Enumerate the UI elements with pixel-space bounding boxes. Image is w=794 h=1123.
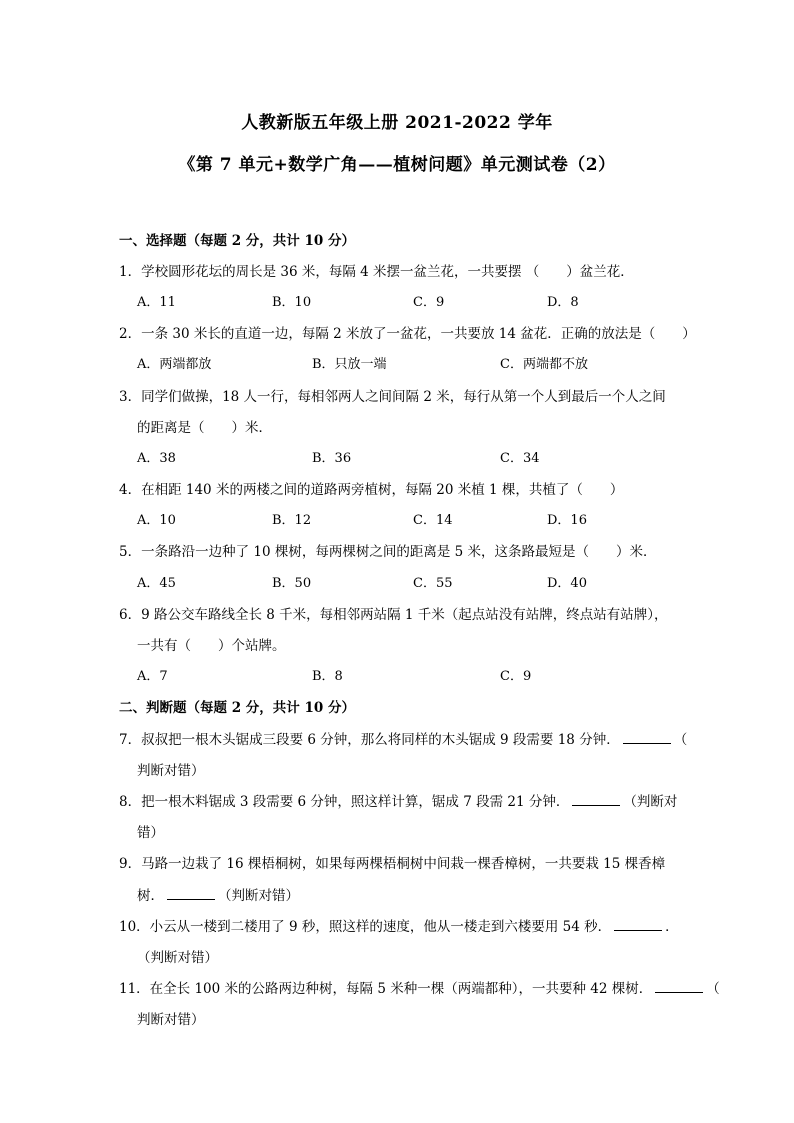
question-6-option-a: A．7: [137, 669, 168, 684]
question-5-option-d: D．40: [547, 576, 587, 591]
question-8-line: [119, 790, 677, 810]
question-3-option-c: C．34: [500, 451, 540, 466]
question-11-text-cont: 判断对错）: [137, 1012, 205, 1028]
question-7-text-cont: 判断对错）: [137, 763, 205, 779]
question-10-text-after: ．: [665, 919, 679, 935]
question-7-text: 7．叔叔把一根木头锯成三段要 6 分钟，那么将同样的木头锯成 9 段需要 18 分钟．: [119, 732, 620, 748]
question-1-option-b: B．10: [272, 295, 312, 310]
question-2-option-c: C．两端都不放: [500, 357, 588, 372]
question-7-text-after: （: [673, 732, 688, 748]
question-7-answer-blank[interactable]: [623, 731, 671, 744]
question-11-text: 11．在全长 100 米的公路两边种树，每隔 5 米种一棵（两端都种），一共要种 42 棵树．: [119, 981, 653, 997]
question-9-answer-blank[interactable]: [167, 887, 215, 900]
question-5-text: 5．一条路沿一边种了 10 棵树，每两棵树之间的距离是 5 米，这条路最短是（ ）米．: [119, 544, 657, 560]
question-4-option-d: D．16: [547, 513, 587, 528]
question-6-option-c: C．9: [500, 669, 532, 684]
question-9-text: 9．马路一边栽了 16 棵梧桐树，如果每两棵梧桐树中间栽一棵香樟树，一共要栽 15 棵香樟: [119, 856, 666, 872]
question-9-line-cont: [137, 884, 299, 904]
question-10-answer-blank[interactable]: [614, 918, 662, 931]
section-heading-judgement: 二、判断题（每题 2 分，共计 10 分）: [119, 700, 355, 716]
section-heading-choice: 一、选择题（每题 2 分，共计 10 分）: [119, 233, 355, 249]
question-11-answer-blank[interactable]: [655, 980, 703, 993]
question-2-option-b: B．只放一端: [312, 357, 387, 372]
question-11-line: [119, 977, 720, 997]
exam-title-line1: 人教新版五年级上册 2021-2022 学年: [241, 113, 553, 133]
exam-title-line2: 《第 7 单元+数学广角——植树问题》单元测试卷（2）: [178, 155, 616, 175]
question-11-text-after: （: [706, 981, 720, 997]
question-1-text: 1．学校圆形花坛的周长是 36 米，每隔 4 米摆一盆兰花，一共要摆 （ ）盆兰花．: [119, 264, 634, 280]
question-6-text-cont: 一共有（ ）个站牌。: [137, 638, 286, 654]
question-7-line: [119, 728, 687, 748]
question-4-text: 4．在相距 140 米的两楼之间的道路两旁植树，每隔 20 米植 1 棵，共植了（ ）: [119, 482, 624, 498]
question-3-option-b: B．36: [312, 451, 352, 466]
question-10-line: [119, 915, 679, 935]
question-5-option-b: B．50: [272, 576, 312, 591]
question-5-option-c: C．55: [413, 576, 453, 591]
question-8-text: 8．把一根木料锯成 3 段需要 6 分钟，照这样计算，锯成 7 段需 21 分钟．: [119, 794, 570, 810]
question-9-cont-before: 树．: [137, 888, 164, 904]
question-8-text-after: （判断对: [623, 794, 678, 810]
question-1-option-c: C．9: [413, 295, 445, 310]
question-4-option-a: A．10: [137, 513, 176, 528]
question-6-option-b: B．8: [312, 669, 343, 684]
question-2-option-a: A．两端都放: [137, 357, 212, 372]
question-9-cont-after: （判断对错）: [218, 888, 299, 904]
question-10-text: 10．小云从一楼到二楼用了 9 秒，照这样的速度，他从一楼走到六楼要用 54 秒．: [119, 919, 612, 935]
question-8-text-cont: 错）: [137, 825, 164, 841]
question-4-option-b: B．12: [272, 513, 312, 528]
question-8-answer-blank[interactable]: [572, 793, 620, 806]
question-1-option-d: D．8: [547, 295, 579, 310]
question-2-text: 2．一条 30 米长的直道一边，每隔 2 米放了一盆花，一共要放 14 盆花．正确的放法是（ ）: [119, 326, 696, 342]
question-1-option-a: A．11: [137, 295, 176, 310]
question-6-text: 6．9 路公交车路线全长 8 千米，每相邻两站隔 1 千米（起点站没有站牌，终点站有站牌），: [119, 607, 668, 623]
question-4-option-c: C．14: [413, 513, 453, 528]
question-3-option-a: A．38: [137, 451, 176, 466]
question-5-option-a: A．45: [137, 576, 176, 591]
question-3-text: 3．同学们做操，18 人一行，每相邻两人之间间隔 2 米，每行从第一个人到最后一个人之间: [119, 389, 666, 405]
question-3-text-cont: 的距离是（ ）米．: [137, 420, 272, 436]
question-10-text-cont: （判断对错）: [137, 950, 218, 966]
